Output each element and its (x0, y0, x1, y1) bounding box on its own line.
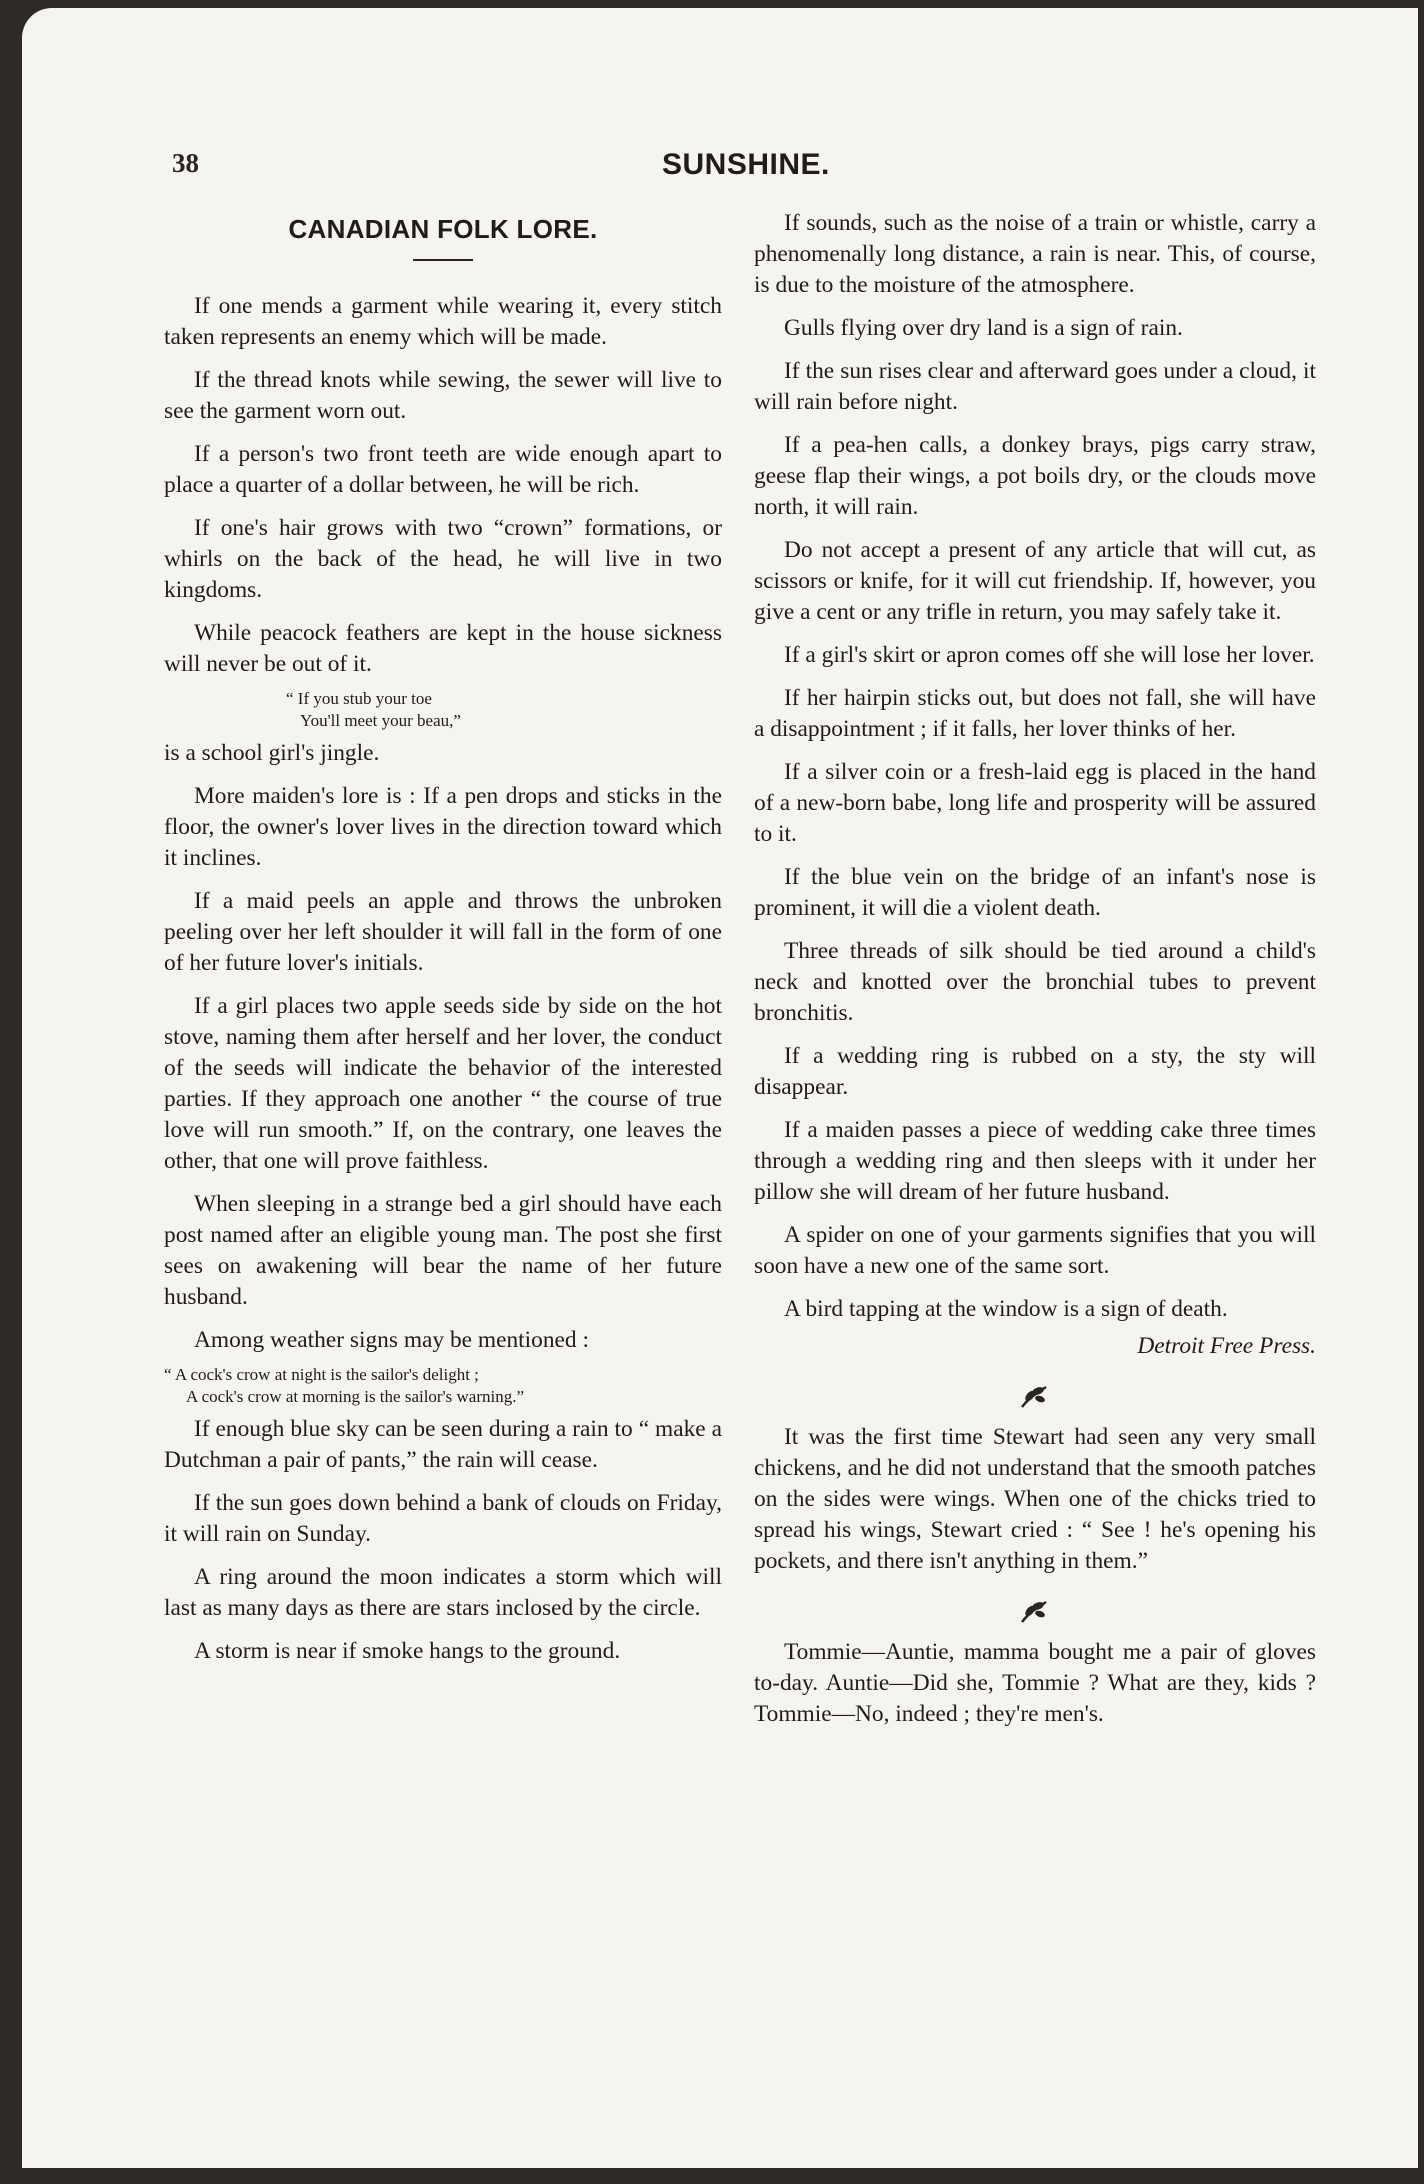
verse-toe (164, 688, 722, 732)
paragraph: If a maiden passes a piece of wedding cake three times through a wedding ring and then sleeps with it under her pillow she will dream of her future husband. (754, 1117, 1316, 1205)
paragraph: When sleeping in a strange bed a girl should have each post named after an eligible young man. The post she first sees on awakening will bear the name of her future husband. (164, 1191, 722, 1310)
page-header (172, 148, 1322, 188)
paragraph: If the thread knots while sewing, the sewer will live to see the garment worn out. (164, 367, 722, 424)
paragraph: If one's hair grows with two “crown” formations, or whirls on the back of the head, he will live in two kingdoms. (164, 515, 722, 603)
paragraph: If a person's two front teeth are wide enough apart to place a quarter of a dollar between, he will be rich. (164, 441, 722, 498)
right-column (754, 208, 1316, 1742)
paragraph: If a girl's skirt or apron comes off she will lose her lover. (784, 642, 1315, 668)
paragraph: If one mends a garment while wearing it, every stitch taken represents an enemy which will be made. (164, 293, 722, 350)
paragraph: If a silver coin or a fresh-laid egg is placed in the hand of a new-born babe, long life and prosperity will be assured to it. (754, 759, 1316, 847)
left-column (164, 208, 722, 1679)
leaf-sprig-icon (754, 1589, 1316, 1629)
paragraph: If the sun goes down behind a bank of clouds on Friday, it will rain on Sunday. (164, 1490, 722, 1547)
paragraph: A storm is near if smoke hangs to the ground. (194, 1638, 621, 1664)
paragraph: While peacock feathers are kept in the house sickness will never be out of it. (164, 620, 722, 677)
paragraph: If the blue vein on the bridge of an infant's nose is prominent, it will die a violent death. (754, 864, 1316, 921)
paragraph: A ring around the moon indicates a storm which will last as many days as there are stars inclosed by the circle. (164, 1564, 722, 1621)
running-head: SUNSHINE. (662, 148, 830, 181)
magazine-page (22, 8, 1418, 2168)
leaf-sprig-icon (754, 1374, 1316, 1414)
verse-cock-crow (164, 1364, 722, 1408)
paragraph: Among weather signs may be mentioned : (194, 1327, 589, 1353)
paragraph: If enough blue sky can be seen during a rain to “ make a Dutchman a pair of pants,” the rain will cease. (164, 1416, 722, 1473)
verse-line: A cock's crow at morning is the sailor's warning.” (186, 1387, 525, 1406)
title-divider (413, 259, 473, 261)
anecdote-stewart: It was the first time Stewart had seen any very small chickens, and he did not understand that the smooth patches on the sides were wings. When one of the chicks tried to spread his wings, Stewart cried : “ See ! he's opening his pockets, and there isn't anything in them.” (754, 1424, 1316, 1574)
paragraph: If her hairpin sticks out, but does not fall, she will have a disappointment ; if it falls, her lover thinks of her. (754, 685, 1316, 742)
page-number: 38 (172, 148, 199, 178)
paragraph: A bird tapping at the window is a sign of death. (784, 1296, 1228, 1322)
anecdote-tommie: Tommie—Auntie, mamma bought me a pair of gloves to-day. Auntie—Did she, Tommie ? What are they, kids ? Tommie—No, indeed ; they're men's. (754, 1639, 1316, 1727)
paragraph: If a wedding ring is rubbed on a sty, the sty will disappear. (754, 1043, 1316, 1100)
paragraph: A spider on one of your garments signifies that you will soon have a new one of the same sort. (754, 1222, 1316, 1279)
paragraph: is a school girl's jingle. (164, 740, 380, 766)
paragraph: More maiden's lore is : If a pen drops and sticks in the floor, the owner's lover lives in the direction toward which it inclines. (164, 783, 722, 871)
paragraph: If the sun rises clear and afterward goes under a cloud, it will rain before night. (754, 358, 1316, 415)
article-title: CANADIAN FOLK LORE. (288, 214, 598, 244)
paragraph: If a girl places two apple seeds side by side on the hot stove, naming them after herself and her lover, the conduct of the seeds will indicate the behavior of the interested parties. If they approach one another “ the course of true love will run smooth.” If, on the contrary, one leaves the other, that one will prove faithless. (164, 993, 722, 1174)
paragraph: If a pea-hen calls, a donkey brays, pigs carry straw, geese flap their wings, a pot boils dry, or the clouds move north, it will rain. (754, 432, 1316, 520)
paragraph: If a maid peels an apple and throws the unbroken peeling over her left shoulder it will fall in the form of one of her future lover's initials. (164, 888, 722, 976)
paragraph: Gulls flying over dry land is a sign of rain. (784, 315, 1183, 341)
verse-line: “ A cock's crow at night is the sailor's delight ; (164, 1365, 479, 1384)
verse-line: “ If you stub your toe (286, 689, 432, 708)
paragraph: If sounds, such as the noise of a train or whistle, carry a phenomenally long distance, a rain is near. This, of course, is due to the moisture of the atmosphere. (754, 210, 1316, 298)
verse-line: You'll meet your beau,” (300, 711, 461, 730)
source-credit: Detroit Free Press. (1137, 1333, 1316, 1359)
paragraph: Do not accept a present of any article that will cut, as scissors or knife, for it will cut friendship. If, however, you give a cent or any trifle in return, you may safely take it. (754, 537, 1316, 625)
paragraph: Three threads of silk should be tied around a child's neck and knotted over the bronchial tubes to prevent bronchitis. (754, 938, 1316, 1026)
